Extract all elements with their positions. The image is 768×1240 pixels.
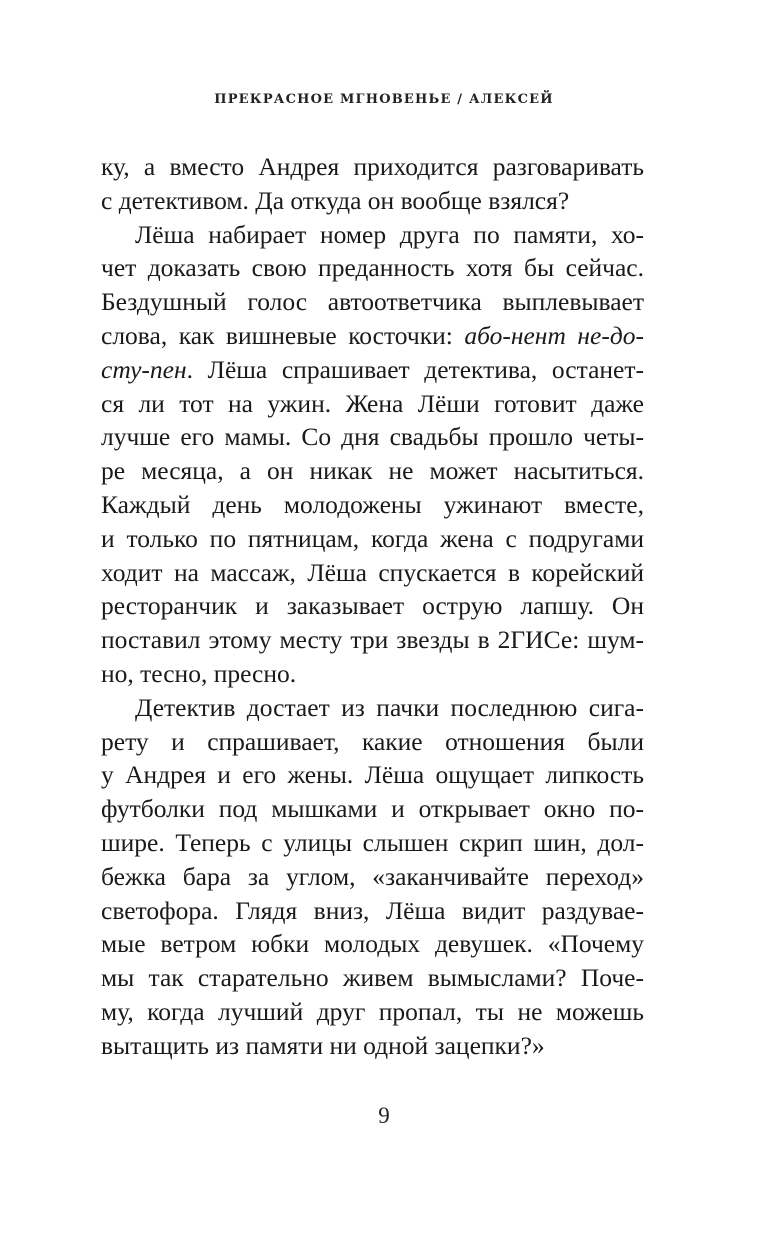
running-head-title: ПРЕКРАСНОЕ МГНОВЕНЬЕ	[214, 92, 452, 107]
body-text	[101, 150, 644, 1063]
text-line: поставил этому месту три звезды в 2ГИСе: шум-	[101, 625, 644, 655]
running-head	[0, 92, 768, 107]
page-number: 9	[378, 1103, 390, 1128]
italic-fragment: або-нент не-до-	[464, 320, 644, 350]
text-line: му, когда лучший друг пропал, ты не можешь	[101, 996, 644, 1026]
text-line: у Андрея и его жены. Лёша ощущает липкость	[101, 760, 644, 790]
text-line: и только по пятницам, когда жена с подругами	[101, 523, 644, 553]
text-line: мы так старательно живем вымыслами? Поче-	[101, 963, 644, 993]
text-line: ся ли тот на ужин. Жена Лёши готовит даже	[101, 388, 644, 418]
text-line: чет доказать свою преданность хотя бы сейчас.	[101, 253, 644, 283]
running-head-separator: /	[457, 92, 464, 107]
italic-fragment: сту-пен	[101, 354, 187, 384]
text-line: вытащить из памяти ни одной зацепки?»	[101, 1030, 545, 1060]
text-line: бежка бара за углом, «заканчивайте переход»	[101, 861, 644, 891]
text-line: с детективом. Да откуда он вообще взялся?	[101, 185, 570, 215]
text-fragment: слова, как вишневые косточки:	[101, 320, 465, 350]
text-line: Детектив достает из пачки последнюю сига-	[135, 692, 644, 722]
text-line: Каждый день молодожены ужинают вместе,	[101, 489, 644, 519]
text-line	[101, 319, 644, 353]
text-line	[101, 353, 644, 387]
text-line: но, тесно, пресно.	[101, 658, 297, 688]
text-line: рету и спрашивает, какие отношения были	[101, 726, 644, 756]
text-line: ходит на массаж, Лёша спускается в корейский	[101, 557, 644, 587]
text-fragment: . Лёша спрашивает детектива, останет-	[186, 354, 644, 384]
text-line: ресторанчик и заказывает острую лапшу. Он	[101, 591, 644, 621]
text-line: светофора. Глядя вниз, Лёша видит раздувае-	[101, 895, 644, 925]
text-line: Лёша набирает номер друга по памяти, хо-	[135, 219, 644, 249]
text-line: мые ветром юбки молодых девушек. «Почему	[101, 929, 644, 959]
text-line: ре месяца, а он никак не может насытиться.	[101, 456, 644, 486]
text-line: лучше его мамы. Со дня свадьбы прошло четы-	[101, 422, 644, 452]
text-line: шире. Теперь с улицы слышен скрип шин, дол-	[101, 827, 644, 857]
text-line: Бездушный голос автоответчика выплевывает	[101, 287, 644, 317]
text-line: футболки под мышками и открывает окно по-	[101, 794, 644, 824]
text-line: ку, а вместо Андрея приходится разговаривать	[101, 152, 644, 181]
running-head-chapter: АЛЕКСЕЙ	[468, 92, 554, 107]
